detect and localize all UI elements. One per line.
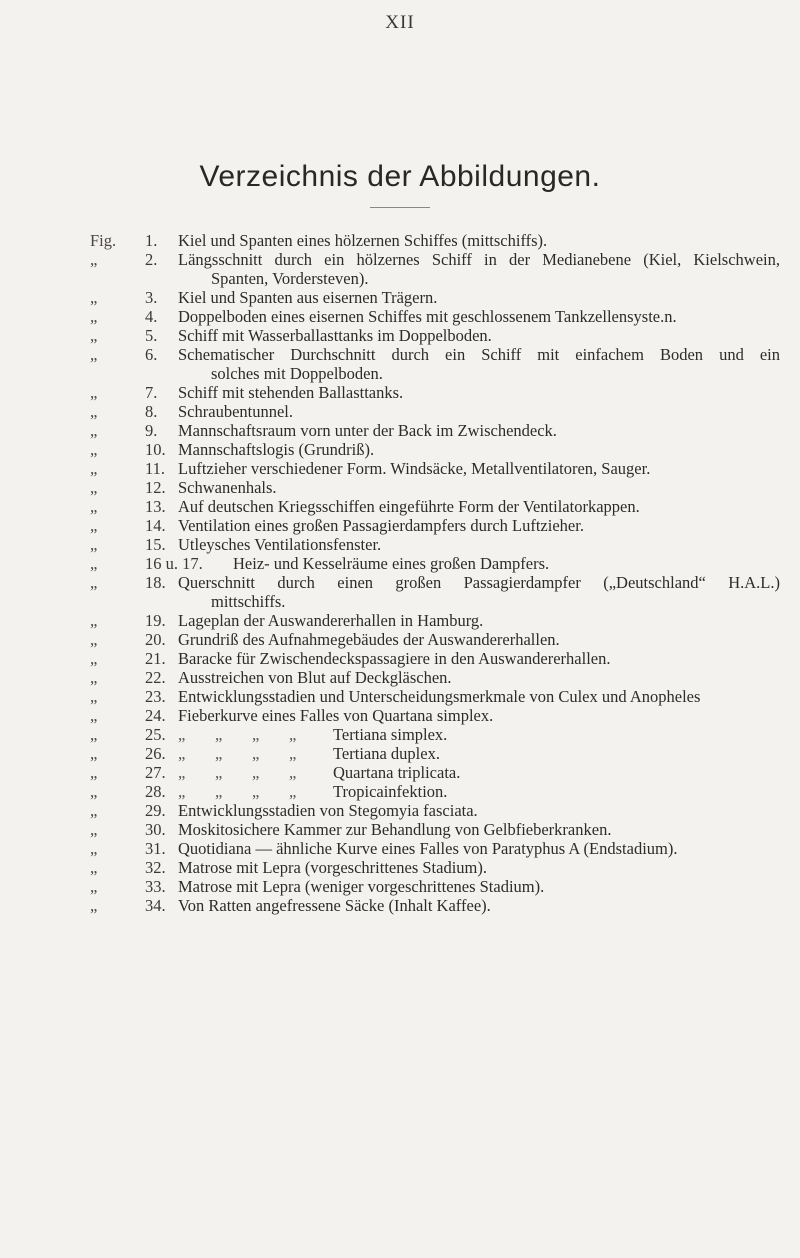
figure-number: 22. bbox=[145, 668, 166, 687]
caption-text: Mannschaftslogis (Grundriß). bbox=[178, 440, 375, 459]
entry-prefix: „ bbox=[90, 459, 98, 478]
figure-number: 14. bbox=[145, 516, 166, 535]
list-item bbox=[90, 630, 780, 649]
figure-number: 28. bbox=[145, 782, 166, 801]
entry-prefix: „ bbox=[90, 611, 98, 630]
figure-caption bbox=[178, 421, 780, 440]
figure-number: 11. bbox=[145, 459, 166, 478]
caption-text: Heiz- und Kesselräume eines großen Dampfers. bbox=[233, 554, 550, 573]
list-item bbox=[90, 250, 780, 288]
caption-text: Entwicklungsstadien von Stegomyia fasciata. bbox=[178, 801, 478, 820]
entry-prefix: „ bbox=[90, 763, 98, 782]
caption-text: Baracke für Zwischendeckspassagiere in den Auswandererhallen. bbox=[178, 649, 611, 668]
entry-prefix: „ bbox=[90, 516, 98, 535]
figure-number: 3. bbox=[145, 288, 158, 307]
caption-text: Utleysches Ventilationsfenster. bbox=[178, 535, 382, 554]
entry-prefix: „ bbox=[90, 896, 98, 915]
figure-caption bbox=[178, 611, 780, 630]
entry-prefix: „ bbox=[90, 383, 98, 402]
caption-text: Moskitosichere Kammer zur Behandlung von Gelbfieberkranken. bbox=[178, 820, 612, 839]
list-item bbox=[90, 668, 780, 687]
entry-prefix: „ bbox=[90, 668, 98, 687]
list-item bbox=[90, 763, 780, 782]
caption-continuation: solches mit Doppelboden. bbox=[211, 364, 383, 383]
entry-prefix: „ bbox=[90, 801, 98, 820]
caption-text: Tertiana simplex. bbox=[333, 725, 448, 744]
figure-caption bbox=[178, 858, 780, 877]
figure-caption bbox=[178, 535, 780, 554]
list-item bbox=[90, 421, 780, 440]
entry-prefix: „ bbox=[90, 687, 98, 706]
ditto-marks: „ „ „ „ bbox=[178, 763, 297, 782]
entry-prefix: „ bbox=[90, 535, 98, 554]
caption-text: Tropicainfektion. bbox=[333, 782, 448, 801]
entry-prefix: „ bbox=[90, 345, 98, 364]
list-item bbox=[90, 345, 780, 383]
caption-text: Schiff mit stehenden Ballasttanks. bbox=[178, 383, 404, 402]
figure-caption bbox=[178, 402, 780, 421]
entry-prefix: „ bbox=[90, 706, 98, 725]
figure-number: 24. bbox=[145, 706, 166, 725]
figure-number: 29. bbox=[145, 801, 166, 820]
caption-text: Querschnitt durch einen großen Passagierdampfer („Deutschland“ H.A.L.) bbox=[178, 573, 780, 592]
figure-number: 34. bbox=[145, 896, 166, 915]
figure-number: 20. bbox=[145, 630, 166, 649]
list-item bbox=[90, 497, 780, 516]
caption-text: Mannschaftsraum vorn unter der Back im Zwischendeck. bbox=[178, 421, 557, 440]
page-number: XII bbox=[385, 12, 415, 33]
list-item bbox=[90, 288, 780, 307]
entry-prefix: „ bbox=[90, 421, 98, 440]
list-item bbox=[90, 307, 780, 326]
caption-text: Matrose mit Lepra (vorgeschrittenes Stadium). bbox=[178, 858, 487, 877]
caption-text: Schiff mit Wasserballasttanks im Doppelboden. bbox=[178, 326, 492, 345]
figure-number: 16 u. 17. bbox=[145, 554, 203, 573]
figure-number: 21. bbox=[145, 649, 166, 668]
figure-caption bbox=[178, 896, 780, 915]
caption-text: Quartana triplicata. bbox=[333, 763, 461, 782]
list-item bbox=[90, 725, 780, 744]
caption-text: Tertiana duplex. bbox=[333, 744, 440, 763]
caption-text: Matrose mit Lepra (weniger vorgeschrittenes Stadium). bbox=[178, 877, 545, 896]
ditto-marks: „ „ „ „ bbox=[178, 744, 297, 763]
list-item bbox=[90, 554, 780, 573]
entry-prefix: „ bbox=[90, 402, 98, 421]
figure-number: 23. bbox=[145, 687, 166, 706]
figure-number: 31. bbox=[145, 839, 166, 858]
caption-text: Grundriß des Aufnahmegebäudes der Auswandererhallen. bbox=[178, 630, 560, 649]
entry-prefix: „ bbox=[90, 877, 98, 896]
list-item bbox=[90, 820, 780, 839]
figure-number: 18. bbox=[145, 573, 166, 592]
figure-caption bbox=[178, 307, 780, 326]
caption-text: Entwicklungsstadien und Unterscheidungsmerkmale von Culex und Anopheles bbox=[178, 687, 701, 706]
list-item bbox=[90, 896, 780, 915]
entry-prefix: „ bbox=[90, 782, 98, 801]
figure-caption bbox=[178, 326, 780, 345]
figure-number: 13. bbox=[145, 497, 166, 516]
figure-number: 10. bbox=[145, 440, 166, 459]
figure-number: 9. bbox=[145, 421, 158, 440]
caption-text: Auf deutschen Kriegsschiffen eingeführte Form der Ventilatorkappen. bbox=[178, 497, 640, 516]
figure-caption bbox=[178, 649, 780, 668]
figure-caption bbox=[178, 706, 780, 725]
figure-caption bbox=[178, 516, 780, 535]
figure-list bbox=[90, 231, 780, 915]
list-item bbox=[90, 801, 780, 820]
list-item bbox=[90, 231, 780, 250]
caption-text: Längsschnitt durch ein hölzernes Schiff in der Medianebene (Kiel, Kielschwein, bbox=[178, 250, 780, 269]
page-title: Verzeichnis der Abbildungen. bbox=[199, 160, 601, 193]
figure-number: 12. bbox=[145, 478, 166, 497]
figure-caption bbox=[178, 497, 780, 516]
figure-caption bbox=[178, 250, 780, 288]
figure-caption bbox=[178, 839, 780, 858]
list-item bbox=[90, 782, 780, 801]
list-item bbox=[90, 459, 780, 478]
figure-number: 19. bbox=[145, 611, 166, 630]
figure-number: 2. bbox=[145, 250, 158, 269]
caption-text: Luftzieher verschiedener Form. Windsäcke, Metallventilatoren, Sauger. bbox=[178, 459, 651, 478]
entry-prefix: „ bbox=[90, 250, 98, 269]
figure-caption bbox=[178, 801, 780, 820]
entry-prefix: „ bbox=[90, 744, 98, 763]
caption-text: Schraubentunnel. bbox=[178, 402, 294, 421]
list-item bbox=[90, 402, 780, 421]
list-item bbox=[90, 687, 780, 706]
title-divider bbox=[370, 207, 430, 208]
list-item bbox=[90, 478, 780, 497]
list-item bbox=[90, 326, 780, 345]
caption-continuation: Spanten, Vordersteven). bbox=[211, 269, 369, 288]
figure-caption bbox=[178, 687, 780, 706]
figure-number: 30. bbox=[145, 820, 166, 839]
list-item bbox=[90, 611, 780, 630]
entry-prefix: „ bbox=[90, 858, 98, 877]
list-item bbox=[90, 649, 780, 668]
figure-number: 32. bbox=[145, 858, 166, 877]
caption-text: Ventilation eines großen Passagierdampfers durch Luftzieher. bbox=[178, 516, 584, 535]
list-item bbox=[90, 573, 780, 611]
list-item bbox=[90, 440, 780, 459]
figure-caption bbox=[178, 763, 780, 782]
entry-prefix: „ bbox=[90, 497, 98, 516]
entry-prefix: Fig. bbox=[90, 231, 117, 250]
figure-number: 33. bbox=[145, 877, 166, 896]
list-item bbox=[90, 858, 780, 877]
figure-caption bbox=[178, 877, 780, 896]
figure-caption bbox=[178, 478, 780, 497]
caption-text: Von Ratten angefressene Säcke (Inhalt Kaffee). bbox=[178, 896, 491, 915]
entry-prefix: „ bbox=[90, 630, 98, 649]
figure-number: 5. bbox=[145, 326, 158, 345]
entry-prefix: „ bbox=[90, 440, 98, 459]
figure-number: 15. bbox=[145, 535, 166, 554]
list-item bbox=[90, 535, 780, 554]
list-item bbox=[90, 877, 780, 896]
figure-caption bbox=[178, 383, 780, 402]
figure-caption bbox=[178, 820, 780, 839]
entry-prefix: „ bbox=[90, 573, 98, 592]
caption-text: Quotidiana — ähnliche Kurve eines Falles von Paratyphus A (Endstadium). bbox=[178, 839, 678, 858]
figure-number: 1. bbox=[145, 231, 158, 250]
caption-text: Schematischer Durchschnitt durch ein Schiff mit einfachem Boden und ein bbox=[178, 345, 780, 364]
caption-text: Doppelboden eines eisernen Schiffes mit geschlossenem Tankzellensyste.n. bbox=[178, 307, 677, 326]
ditto-marks: „ „ „ „ bbox=[178, 782, 297, 801]
list-item bbox=[90, 744, 780, 763]
entry-prefix: „ bbox=[90, 649, 98, 668]
caption-continuation: mittschiffs. bbox=[211, 592, 286, 611]
caption-text: Ausstreichen von Blut auf Deckgläschen. bbox=[178, 668, 452, 687]
figure-caption bbox=[178, 630, 780, 649]
caption-text: Lageplan der Auswandererhallen in Hamburg. bbox=[178, 611, 484, 630]
figure-caption bbox=[178, 440, 780, 459]
figure-number: 25. bbox=[145, 725, 166, 744]
entry-prefix: „ bbox=[90, 307, 98, 326]
entry-prefix: „ bbox=[90, 839, 98, 858]
figure-caption bbox=[178, 573, 780, 611]
caption-text: Kiel und Spanten aus eisernen Trägern. bbox=[178, 288, 438, 307]
figure-caption bbox=[178, 725, 780, 744]
list-item bbox=[90, 516, 780, 535]
figure-caption bbox=[178, 231, 780, 250]
entry-prefix: „ bbox=[90, 820, 98, 839]
figure-caption bbox=[178, 459, 780, 478]
figure-caption bbox=[178, 744, 780, 763]
figure-number: 8. bbox=[145, 402, 158, 421]
entry-prefix: „ bbox=[90, 478, 98, 497]
figure-caption bbox=[178, 782, 780, 801]
caption-text: Fieberkurve eines Falles von Quartana simplex. bbox=[178, 706, 494, 725]
caption-text: Kiel und Spanten eines hölzernen Schiffes (mittschiffs). bbox=[178, 231, 548, 250]
figure-number: 27. bbox=[145, 763, 166, 782]
entry-prefix: „ bbox=[90, 326, 98, 345]
figure-number: 7. bbox=[145, 383, 158, 402]
figure-number: 26. bbox=[145, 744, 166, 763]
list-item bbox=[90, 383, 780, 402]
list-item bbox=[90, 706, 780, 725]
entry-prefix: „ bbox=[90, 554, 98, 573]
caption-text: Schwanenhals. bbox=[178, 478, 277, 497]
figure-caption bbox=[178, 345, 780, 383]
figure-number: 6. bbox=[145, 345, 158, 364]
ditto-marks: „ „ „ „ bbox=[178, 725, 297, 744]
entry-prefix: „ bbox=[90, 288, 98, 307]
entry-prefix: „ bbox=[90, 725, 98, 744]
list-item bbox=[90, 839, 780, 858]
figure-number: 4. bbox=[145, 307, 158, 326]
figure-caption bbox=[178, 668, 780, 687]
figure-caption bbox=[233, 554, 780, 573]
figure-caption bbox=[178, 288, 780, 307]
